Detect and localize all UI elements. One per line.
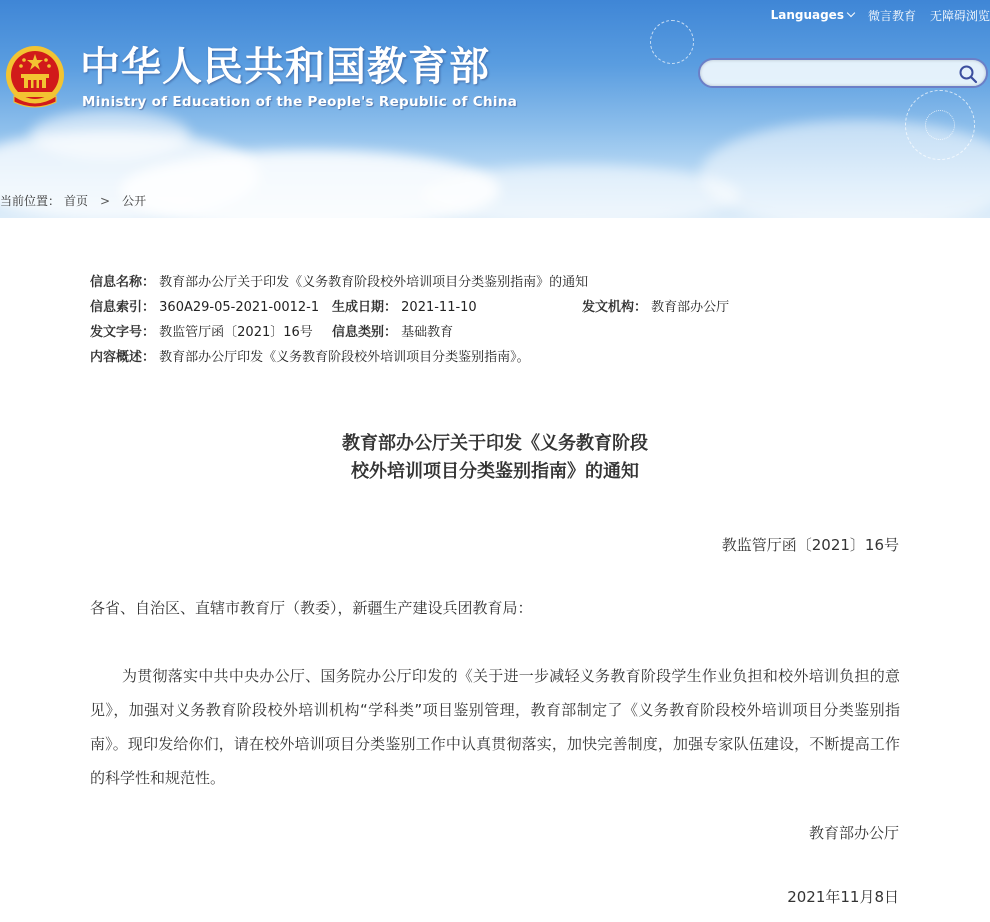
languages-label: Languages <box>770 8 844 22</box>
info-date-value: 2021-11-10 <box>401 300 477 315</box>
breadcrumb <box>0 192 146 209</box>
breadcrumb-home-link[interactable]: 首页 <box>64 194 89 208</box>
search-icon[interactable] <box>958 64 978 84</box>
search-input[interactable] <box>712 63 952 83</box>
info-summary-value: 教育部办公厅印发《义务教育阶段校外培训项目分类鉴别指南》。 <box>159 350 530 365</box>
site-subtitle: Ministry of Education of the People's Republic of China <box>82 94 518 110</box>
info-index-value: 360A29-05-2021-0012-1 <box>159 300 320 315</box>
info-summary-label: 内容概述： <box>90 350 156 365</box>
info-name-value: 教育部办公厅关于印发《义务教育阶段校外培训项目分类鉴别指南》的通知 <box>159 275 589 290</box>
info-date-label: 生成日期： <box>332 300 398 315</box>
breadcrumb-prefix: 当前位置： <box>0 194 61 208</box>
info-name-label: 信息名称： <box>90 275 156 290</box>
info-category-value: 基础教育 <box>401 325 454 340</box>
salutation: 各省、自治区、直辖市教育厅（教委），新疆生产建设兵团教育局： <box>90 599 533 617</box>
info-row-name <box>90 270 588 295</box>
article-title-line1: 教育部办公厅关于印发《义务教育阶段 <box>342 433 648 454</box>
chevron-down-icon <box>847 9 855 17</box>
accessibility-link[interactable]: 无障碍浏览 <box>929 8 990 23</box>
signature: 教育部办公厅 <box>808 824 899 842</box>
info-index-label: 信息索引： <box>90 300 156 315</box>
article-title <box>0 430 990 486</box>
site-title: 中华人民共和国教育部 <box>80 44 490 90</box>
dandelion-decoration <box>925 110 955 140</box>
weibo-link[interactable]: 微言教育 <box>867 8 916 23</box>
info-issuer-value: 教育部办公厅 <box>651 300 730 315</box>
info-row-index <box>90 295 730 320</box>
document-number: 教监管厅函〔2021〕16号 <box>721 536 899 554</box>
breadcrumb-public-link[interactable]: 公开 <box>122 194 147 208</box>
national-emblem-icon <box>4 44 66 110</box>
info-metadata <box>90 270 730 370</box>
info-issuer-label: 发文机构： <box>582 300 648 315</box>
dandelion-decoration <box>650 20 694 64</box>
breadcrumb-separator: > <box>100 193 111 208</box>
issue-date: 2021年11月8日 <box>787 888 899 906</box>
info-row-summary <box>90 345 588 370</box>
top-links <box>771 6 990 24</box>
info-docno-label: 发文字号： <box>90 325 156 340</box>
info-category-label: 信息类别： <box>332 325 398 340</box>
info-docno-value: 教监管厅函〔2021〕16号 <box>159 325 313 340</box>
article-title-line2: 校外培训项目分类鉴别指南》的通知 <box>351 461 639 482</box>
article-body: 为贯彻落实中共中央办公厅、国务院办公厅印发的《关于进一步减轻义务教育阶段学生作业负担和校外培训负担的意见》，加强对义务教育阶段校外培训机构“学科类”项目鉴别管理，教育部制定了《义务教育阶段校外培训项目分类鉴别指南》。现印发给你们，请在校外培训项目分类鉴别工作中认真贯彻落实，加快完善制度，加强专家队伍建设，不断提高工作的科学性和规范性。 <box>90 667 900 787</box>
languages-dropdown[interactable] <box>771 8 854 22</box>
info-row-docno <box>90 320 588 345</box>
site-header <box>0 0 990 218</box>
search-box <box>698 58 988 88</box>
cloud-decoration <box>420 165 740 218</box>
